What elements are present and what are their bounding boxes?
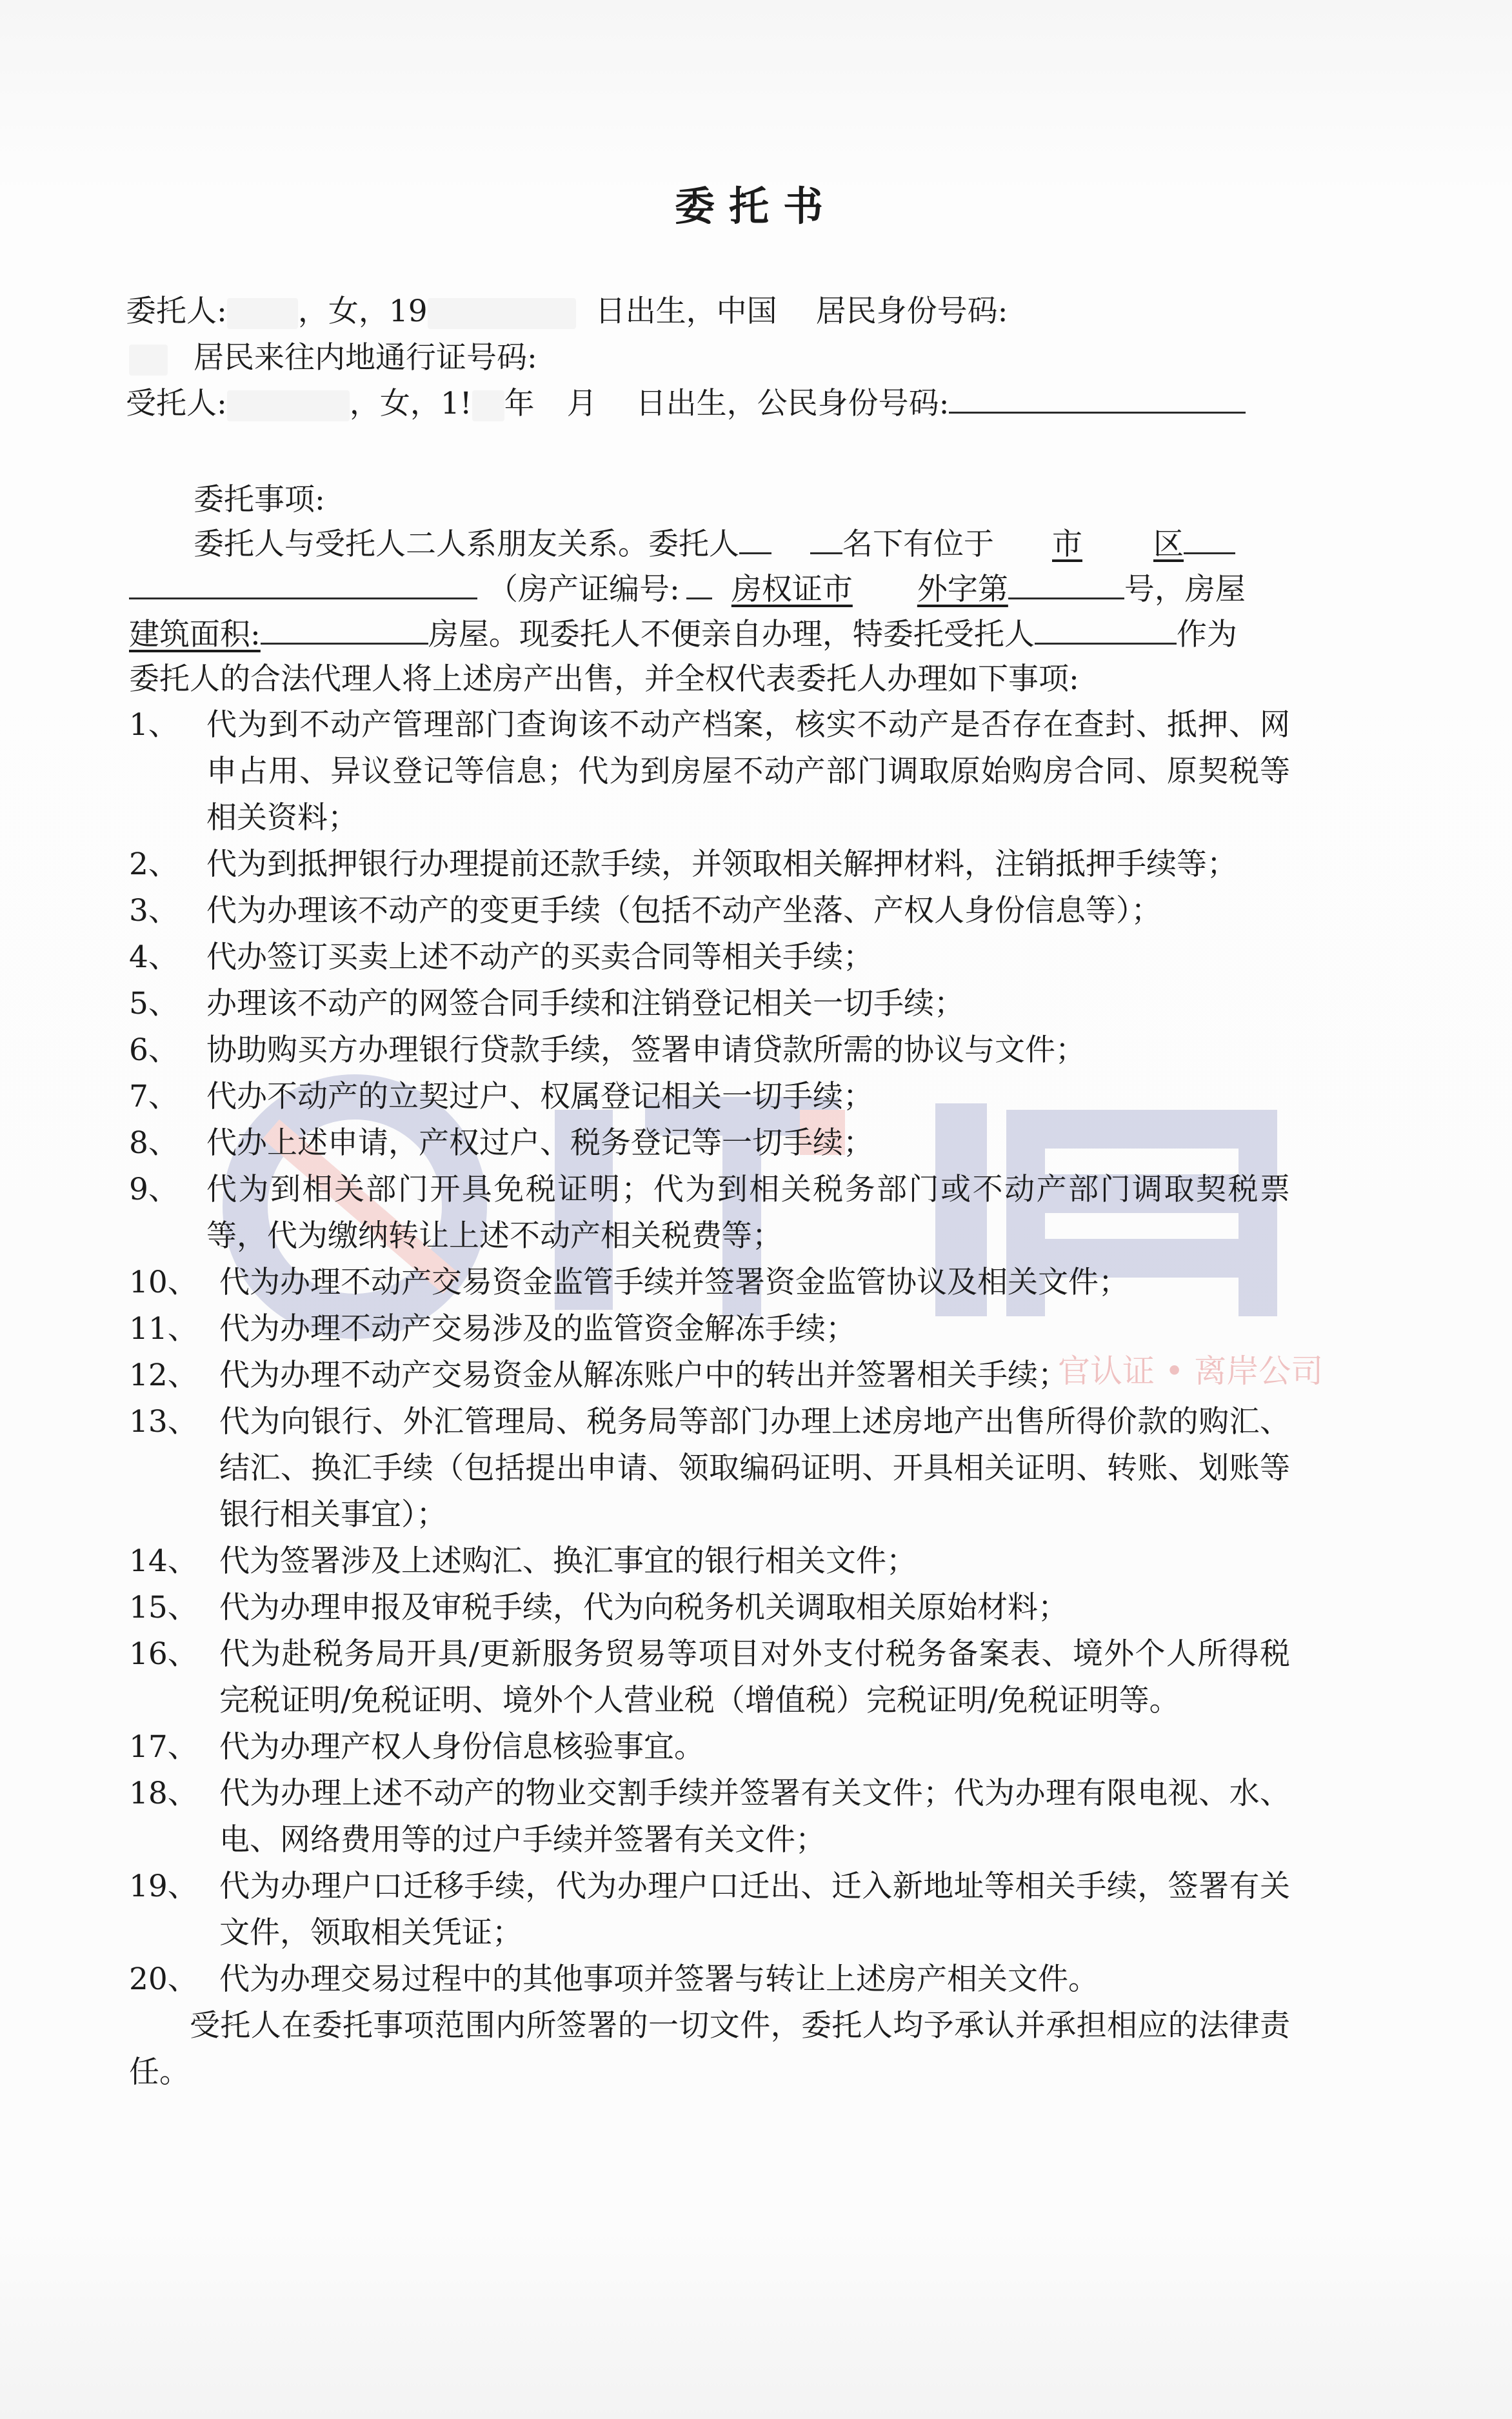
item-text: 代为办理交易过程中的其他事项并签署与转让上述房产相关文件。: [219, 1962, 1099, 1997]
principal-line: [126, 289, 1008, 334]
blank-area: [261, 612, 428, 645]
redacted-year: [472, 390, 504, 421]
list-item: [129, 1167, 1290, 1260]
list-item: [129, 1352, 1290, 1399]
item-number: 14、: [129, 1543, 198, 1579]
agent-id-blank: [949, 381, 1246, 414]
blank-4: [686, 567, 712, 599]
month-label: 月: [566, 386, 597, 421]
section-label: 委托事项:: [194, 482, 325, 517]
item-text: 代为签署涉及上述购汇、换汇事宜的银行相关文件；: [219, 1543, 917, 1579]
item-number: 12、: [129, 1358, 198, 1393]
para1-line4: 委托人的合法代理人将上述房产出售，并全权代表委托人办理如下事项:: [129, 661, 1079, 697]
item-text: 代为到相关部门开具免税证明；代为到相关税务部门或不动产部门调取契税票等，代为缴纳转让上述不动产相关税费等；: [206, 1172, 1290, 1254]
permit-label: 居民来往内地通行证号码:: [194, 340, 537, 376]
item-number: 3、: [129, 893, 179, 928]
para1-text-11: 作为: [1176, 617, 1237, 652]
agent-id-label: 日出生，公民身份号码:: [635, 386, 950, 421]
item-number: 8、: [129, 1125, 179, 1161]
para1-line2: [129, 567, 1246, 612]
redacted-region: [129, 345, 168, 376]
item-text: 代为办理不动产交易资金监管手续并签署资金监管协议及相关文件；: [219, 1265, 1129, 1300]
item-text: 代为办理上述不动产的物业交割手续并签署有关文件；代为办理有限电视、水、电、网络费用等的过户手续并签署有关文件；: [219, 1776, 1290, 1858]
list-item: [129, 702, 1290, 841]
principal-label: 委托人:: [126, 294, 227, 329]
list-item: [129, 1956, 1290, 2003]
para1-line3: [129, 612, 1237, 657]
list-item: [129, 1399, 1290, 1538]
item-text: 代为办理不动产交易资金从解冻账户中的转出并签署相关手续；: [219, 1358, 1068, 1393]
list-item: [129, 1306, 1290, 1352]
agent-line: [126, 381, 1246, 427]
list-item: [129, 1631, 1290, 1724]
item-number: 15、: [129, 1590, 198, 1625]
para1-text-2: 名下有位于: [842, 527, 994, 562]
cert-word: 外字第: [917, 572, 1008, 607]
redacted-name: [227, 298, 298, 329]
item-text: 代为办理不动产交易涉及的监管资金解冻手续；: [219, 1311, 856, 1347]
item-number: 2、: [129, 847, 179, 882]
list-item: [129, 1724, 1290, 1771]
list-item: [129, 1863, 1290, 1956]
area-label: 建筑面积:: [129, 617, 261, 652]
blank-agent: [1035, 612, 1177, 645]
item-number: 11、: [129, 1311, 198, 1347]
item-text: 代办签订买卖上述不动产的买卖合同等相关手续；: [206, 939, 873, 975]
blank-5: [1008, 567, 1124, 599]
item-number: 7、: [129, 1079, 179, 1114]
cert-label: （房产证编号:: [488, 572, 680, 607]
item-text: 代为办理申报及审税手续，代为向税务机关调取相关原始材料；: [219, 1590, 1068, 1625]
list-item: [129, 1120, 1290, 1167]
list-item: [129, 934, 1290, 981]
item-text: 协助购买方办理银行贷款手续，签署申请贷款所需的协议与文件；: [206, 1032, 1086, 1068]
para1-text-10: 房屋。现委托人不便亲自办理，特委托受托人: [428, 617, 1035, 652]
blank-2: [810, 521, 842, 554]
agent-gender-year: ，女，1!: [349, 386, 472, 421]
list-item: [129, 841, 1290, 888]
item-text: 代为到抵押银行办理提前还款手续，并领取相关解押材料，注销抵押手续等；: [206, 847, 1237, 882]
district-field: 区: [1153, 527, 1184, 562]
para1-text-1: 委托人与受托人二人系朋友关系。委托人: [194, 527, 739, 562]
year-label: 年: [504, 386, 535, 421]
permit-line: [129, 336, 537, 381]
item-text: 代为到不动产管理部门查询该不动产档案，核实不动产是否存在查封、抵押、网申占用、异议登记等信息；代为到房屋不动产部门调取原始购房合同、原契税等相关资料；: [206, 707, 1290, 836]
item-number: 1、: [129, 707, 179, 743]
redacted-agent-name: [227, 390, 350, 421]
para1-line1: [194, 521, 1235, 567]
redacted-birthdate: [428, 298, 576, 329]
list-item: [129, 1771, 1290, 1863]
principal-gender-year: ，女，19: [297, 294, 428, 329]
city-field: 市: [1052, 527, 1082, 562]
item-number: 16、: [129, 1636, 198, 1672]
list-item: [129, 1260, 1290, 1306]
document-title: 委托书: [674, 183, 837, 230]
item-text: 代为办理该不动产的变更手续（包括不动产坐落、产权人身份信息等）；: [206, 893, 1162, 928]
item-text: 代为向银行、外汇管理局、税务局等部门办理上述房地产出售所得价款的购汇、结汇、换汇手续（包括提出申请、领取编码证明、开具相关证明、转账、划账等银行相关事宜）；: [219, 1404, 1290, 1532]
item-text: 办理该不动产的网签合同手续和注销登记相关一切手续；: [206, 986, 964, 1021]
item-number: 17、: [129, 1729, 198, 1765]
list-item: [129, 1027, 1290, 1074]
list-item: [129, 981, 1290, 1027]
item-number: 18、: [129, 1776, 198, 1811]
blank-1: [739, 521, 771, 554]
list-item: [129, 1585, 1290, 1631]
item-number: 5、: [129, 986, 179, 1021]
item-number: 20、: [129, 1962, 198, 1997]
item-number: 4、: [129, 939, 179, 975]
list-item: [129, 888, 1290, 934]
list-item: [129, 1074, 1290, 1120]
blank-3: [1184, 521, 1235, 554]
item-text: 代为办理产权人身份信息核验事宜。: [219, 1729, 704, 1765]
closing-paragraph: 受托人在委托事项范围内所签署的一切文件，委托人均予承认并承担相应的法律责任。: [129, 2008, 1290, 2090]
principal-id-label: 居民身份号码:: [815, 294, 1008, 329]
item-number: 10、: [129, 1265, 198, 1300]
watermark-tagline: 官认证 • 离岸公司: [1058, 1352, 1324, 1390]
cert-prefix: 房权证市: [731, 572, 853, 607]
item-number: 9、: [129, 1172, 179, 1207]
principal-nationality: 日出生，中国: [595, 294, 777, 329]
item-text: 代办上述申请，产权过户、税务登记等一切手续；: [206, 1125, 873, 1161]
item-text: 代办不动产的立契过户、权属登记相关一切手续；: [206, 1079, 873, 1114]
cert-number-suffix: 号，房屋: [1124, 572, 1246, 607]
blank-address: [129, 567, 477, 599]
items-list: [129, 702, 1290, 2096]
item-number: 13、: [129, 1404, 198, 1440]
list-item: [129, 1538, 1290, 1585]
agent-label: 受托人:: [126, 386, 227, 421]
item-number: 6、: [129, 1032, 179, 1068]
item-text: 代为办理户口迁移手续，代为办理户口迁出、迁入新地址等相关手续，签署有关文件，领取相关凭证；: [219, 1869, 1290, 1951]
item-number: 19、: [129, 1869, 198, 1904]
item-text: 代为赴税务局开具/更新服务贸易等项目对外支付税务备案表、境外个人所得税完税证明/免税证明、境外个人营业税（增值税）完税证明/免税证明等。: [219, 1636, 1290, 1718]
